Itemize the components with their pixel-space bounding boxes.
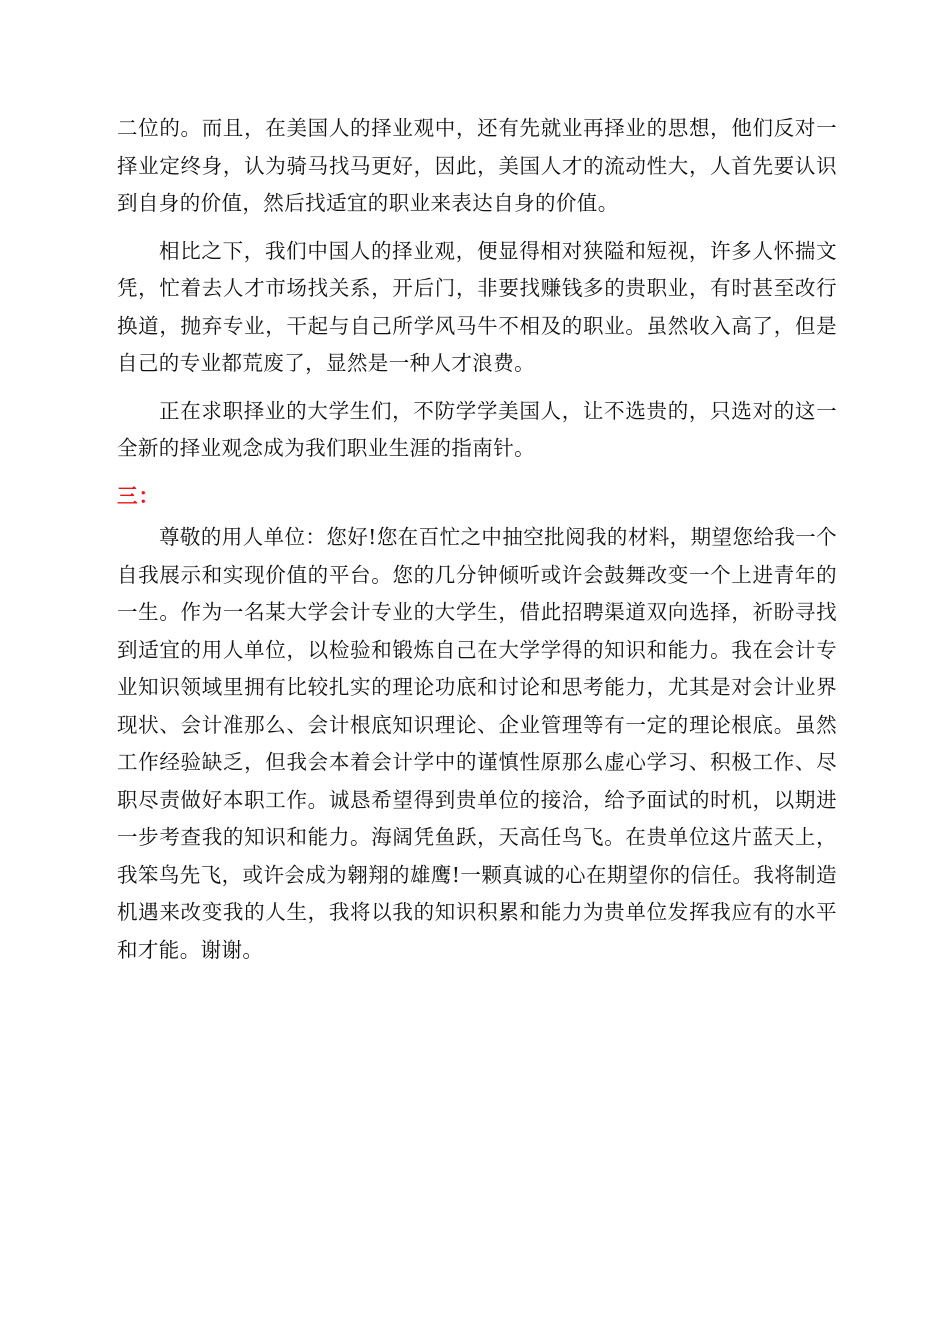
paragraph-cover-letter: 尊敬的用人单位：您好!您在百忙之中抽空批阅我的材料，期望您给我一个自我展示和实现价值的平台。您的几分钟倾听或许会鼓舞改变一个上进青年的一生。作为一名某大学会计专业的大学生，借此招聘渠道双向选择，祈盼寻找到适宜的用人单位，以检验和锻炼自己在大学学得的知识和能力。我在会计专业知识领域里拥有比较扎实的理论功底和讨论和思考能力，尤其是对会计业界现状、会计准那么、会计根底知识理论、企业管理等有一定的理论根底。虽然工作经验缺乏，但我会本着会计学中的谨慎性原那么虚心学习、积极工作、尽职尽责做好本职工作。诚恳希望得到贵单位的接洽，给予面试的时机，以期进一步考查我的知识和能力。海阔凭鱼跃，天高任鸟飞。在贵单位这片蓝天上，我笨鸟先飞，或许会成为翱翔的雄鹰!一颗真诚的心在期望你的信任。我将制造机遇来改变我的人生，我将以我的知识积累和能力为贵单位发挥我应有的水平和才能。谢谢。 [117,525,837,962]
section-heading: 三： [117,483,160,508]
paragraph-continuation: 二位的。而且，在美国人的择业观中，还有先就业再择业的思想，他们反对一择业定终身，认为骑马找马更好，因此，美国人才的流动性大，人首先要认识到自身的价值，然后找适宜的职业来表达自身的价值。 [117,116,837,215]
paragraph-advice: 正在求职择业的大学生们，不防学学美国人，让不选贵的，只选对的这一全新的择业观念成为我们职业生涯的指南针。 [117,398,837,460]
document-page [117,110,837,979]
paragraph-comparison: 相比之下，我们中国人的择业观，便显得相对狭隘和短视，许多人怀揣文凭，忙着去人才市场找关系，开后门，非要找赚钱多的贵职业，有时甚至改行换道，抛弃专业，干起与自己所学风马牛不相及的职业。虽然收入高了，但是自己的专业都荒废了，显然是一种人才浪费。 [117,238,837,375]
